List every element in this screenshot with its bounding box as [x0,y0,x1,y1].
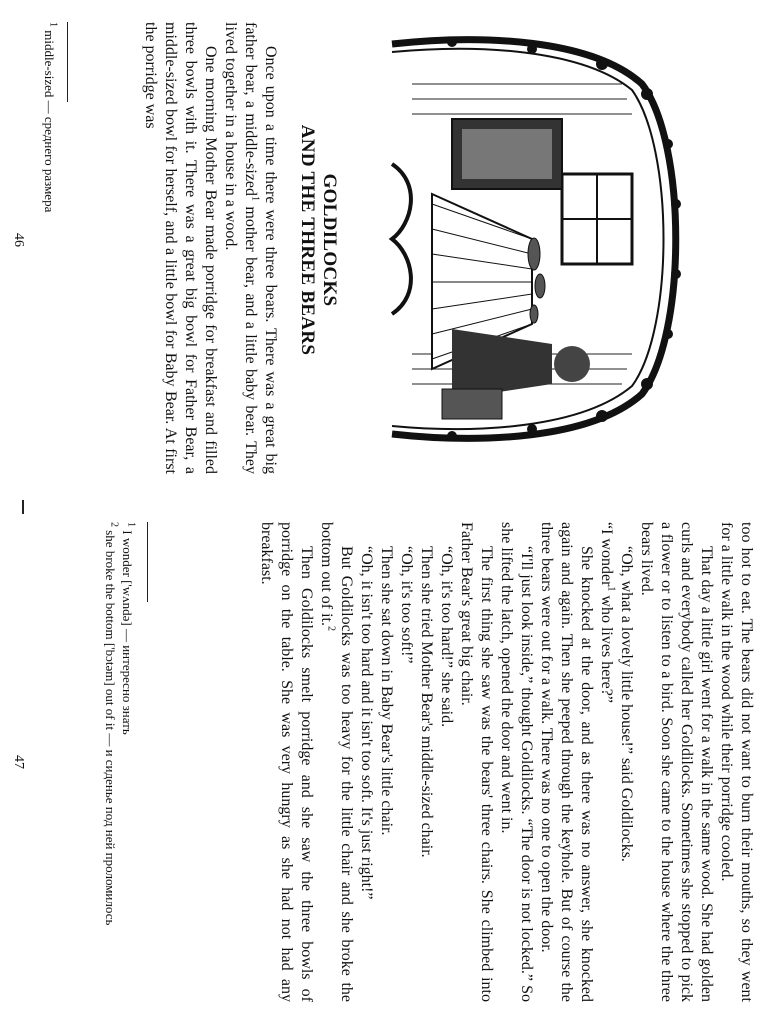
footnote-number: 1 [125,522,137,527]
paragraph [596,522,616,1002]
footnote-text: middle-sized — среднего размера [42,27,57,213]
footnote-rule [147,522,148,602]
paragraph: One morning Mother Bear made porridge for breakfast and filled three bowls with it. There was a great big bowl for Father Bear, a middle-sized bowl for herself, and a little bowl for Baby Bear. At first the porridge was [142,22,219,474]
footnote [102,522,119,1002]
paragraph: “Oh, what a lovely little house!” said Goldilocks. [618,546,635,862]
footnote-marker: 1 [249,196,261,202]
footnote-number: 1 [47,22,59,27]
paragraph-text: “I wonder [598,522,615,587]
paragraph-text: Once upon a time there were three bears. There was a great big father bear, a middle-sized [242,22,279,474]
footnote-text: I wonder ['wʌndə] — интересно знать [120,527,135,735]
page-47 [0,500,768,1024]
story-title-line1: GOLDILOCKS [319,173,340,307]
paragraph-text: But Goldilocks was too heavy for the little chair and she broke the bottom out of it. [318,522,355,1002]
footnote [119,522,136,1002]
paragraph: “I'll just look inside,” thought Goldilocks. “The door is not locked.” So she lifted the latch, opened the door and went in. [498,522,535,1002]
page-number: 46 [11,233,26,247]
paragraph-text: who lives here?” [598,591,615,703]
left-body-text [140,22,280,474]
right-body-text [256,522,756,1002]
paragraph: Then she tried Mother Bear's middle-sized chair. [418,546,435,858]
footnote-text: she broke the bottom ['bɔtəm] out of it — и сиденье под ней проломилось [103,527,118,926]
footnote-marker: 1 [605,586,617,592]
paragraph: The first thing she saw was the bears' three chairs. She climbed into Father Bear's great big chair. [458,522,495,1002]
paragraph: “Oh, it isn't too hard and it isn't too soft. It's just right!” [358,546,375,900]
paragraph-text: mother bear, and a little baby bear. They lived together in a house in a wood. [222,22,259,475]
paragraph: “Oh, it's too soft!” [398,546,415,664]
paragraph [316,522,356,1002]
footnote-number: 2 [108,522,120,527]
paragraph [220,22,280,474]
paragraph: too hot to eat. The bears did not want to burn their mouths, so they went for a little walk in the wood while their porridge cooled. [718,522,755,1002]
page-number: 47 [11,755,26,769]
paragraph-group [616,522,756,1002]
bears-house-illustration [382,24,682,454]
footnote [41,22,58,474]
footnote-rule [67,22,68,102]
paragraph: That day a little girl went for a walk in the same wood. She had golden curls and everybody called her Goldilocks. Sometimes she stopped to pick a flower or to listen to a bird. Soon she came to the house where the three bears lived. [638,522,715,1002]
paragraph: “Oh, it's too hard!” she said. [438,546,455,728]
footnotes [102,522,136,1002]
page-46 [0,0,768,500]
paragraph: Then she sat down in Baby Bear's little chair. [378,546,395,836]
paragraph: She knocked at the door, and as there was no answer, she knocked again and again. Then she peeped through the keyhole. But of course the three bears were out for a walk. There was no one to open the door. [538,522,595,1002]
footnote-marker: 2 [325,626,337,631]
paragraph-group [356,522,596,1002]
story-title-line2: AND THE THREE BEARS [297,124,318,356]
paragraph: Then Goldilocks smelt porridge and she saw the three bowls of porridge on the table. She was very hungry as she had not had any breakfast. [258,522,315,1002]
